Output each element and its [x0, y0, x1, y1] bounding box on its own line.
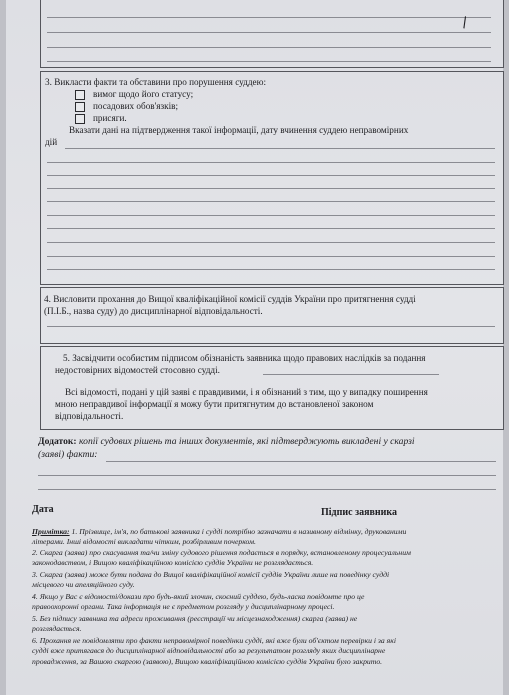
section-3-title: 3. Викласти факти та обставини про порушення суддею:: [45, 77, 267, 87]
addendum-description: копії судових рішень та інших документів, які підтверджують викладені у скарзі: [76, 436, 415, 447]
write-line[interactable]: [47, 326, 495, 327]
previous-section-box: [40, 0, 504, 68]
pen-mark: ∖: [456, 14, 471, 33]
signature-label: Підпис заявника: [321, 507, 398, 518]
write-line[interactable]: [65, 148, 495, 149]
write-line[interactable]: [47, 269, 495, 270]
section-4-box: [40, 287, 504, 344]
section-5-text: 5. Засвідчити особистим підписом обізнаність заявника щодо правових наслідків за подання: [63, 353, 426, 363]
option-status: вимог щодо його статусу;: [93, 89, 194, 99]
section-5-text-cont: недостовірних відомостей стосовно судді.: [55, 365, 220, 375]
note-6-cont: судді вже притягався до дисциплінарної відповідальності або за результатом розгляду яких дисциплінарне: [32, 646, 386, 655]
write-line[interactable]: [38, 489, 496, 490]
note-1-cont: літерами. Інші відомості викладати чітким, розбірливим почерком.: [32, 537, 256, 546]
signature-line[interactable]: [263, 374, 439, 375]
section-3-box: [40, 71, 504, 285]
form-page: [6, 0, 503, 695]
note-3: 3. Скарга (заява) може бути подана до Вищої кваліфікаційної комісії суддів України лише на поведінку судді: [32, 570, 390, 579]
note-1: [32, 527, 406, 536]
notes-label: Примітка:: [32, 527, 70, 536]
declaration-text: Всі відомості, подані у цій заяві є правдивими, і я обізнаний з тим, що у випадку поширення: [65, 387, 428, 397]
write-line[interactable]: [47, 188, 495, 189]
note-2: 2. Скарга (заява) про скасування та/чи зміну судового рішення подається в порядку, встановленому процесуальним: [32, 548, 411, 557]
write-line: [47, 47, 491, 48]
section-4-text-cont: (П.І.Б., назва суду) до дисциплінарної відповідальності.: [44, 306, 263, 316]
write-line: [47, 32, 491, 33]
option-oath: присяги.: [93, 113, 127, 123]
write-line[interactable]: [38, 475, 496, 476]
section-5-box: [40, 346, 504, 430]
addendum-label: Додаток:: [38, 436, 77, 447]
section-3-instruction-cont: дій: [45, 137, 58, 147]
date-label: Дата: [32, 504, 54, 515]
note-5-cont: розглядається.: [32, 624, 82, 633]
note-4-cont: правоохоронні органи. Така інформація не є предметом розгляду у дисциплінарному процесі.: [32, 602, 335, 611]
note-6: 6. Прохання не повідомляти про факти неправомірної поведінки судді, які вже були об'єктом перевірки і за які: [32, 636, 396, 645]
write-line: [47, 17, 491, 18]
write-line[interactable]: [47, 162, 495, 163]
note-3-cont: місцевого чи апеляційного суду.: [32, 580, 135, 589]
write-line[interactable]: [47, 175, 495, 176]
write-line[interactable]: [47, 242, 495, 243]
write-line[interactable]: [47, 256, 495, 257]
write-line[interactable]: [47, 228, 495, 229]
checkbox-duties[interactable]: [75, 102, 85, 112]
section-4-text: 4. Висловити прохання до Вищої кваліфікаційної комісії суддів України про притягнення судді: [44, 294, 416, 304]
addendum-text: [38, 436, 415, 447]
option-duties: посадових обов'язків;: [93, 101, 179, 111]
write-line: [47, 61, 491, 62]
write-line[interactable]: [47, 215, 495, 216]
addendum-text-cont: (заяві) факти:: [38, 449, 98, 460]
note-6-end: провадження, за Вашою скаргою (заявою), Вищою кваліфікаційною комісією суддів України було закрито.: [32, 657, 383, 666]
declaration-text-end: відповідальності.: [55, 411, 124, 421]
section-3-instruction: Вказати дані на підтвердження такої інформації, дату вчинення суддею неправомірних: [69, 125, 409, 135]
note-5: 5. Без підпису заявника та адреси проживання (реєстрації чи місцезнаходження) скарга (заява) не: [32, 614, 358, 623]
note-4: 4. Якщо у Вас є відомості/докази про будь-який злочин, скоєний суддею, будь-ласка повідомте про це: [32, 592, 365, 601]
note-1-text: 1. Прізвище, ім'я, по батькові заявника і судді потрібно зазначати в називному відмінку, друкованими: [69, 527, 407, 536]
declaration-text-cont: мною неправдивої інформації я можу бути притягнутим до встановленої законом: [55, 399, 374, 409]
checkbox-status[interactable]: [75, 90, 85, 100]
checkbox-oath[interactable]: [75, 114, 85, 124]
note-2-cont: законодавством, і Вищою кваліфікаційною комісією суддів України не розглядається.: [32, 558, 314, 567]
write-line[interactable]: [106, 461, 496, 462]
write-line[interactable]: [47, 201, 495, 202]
